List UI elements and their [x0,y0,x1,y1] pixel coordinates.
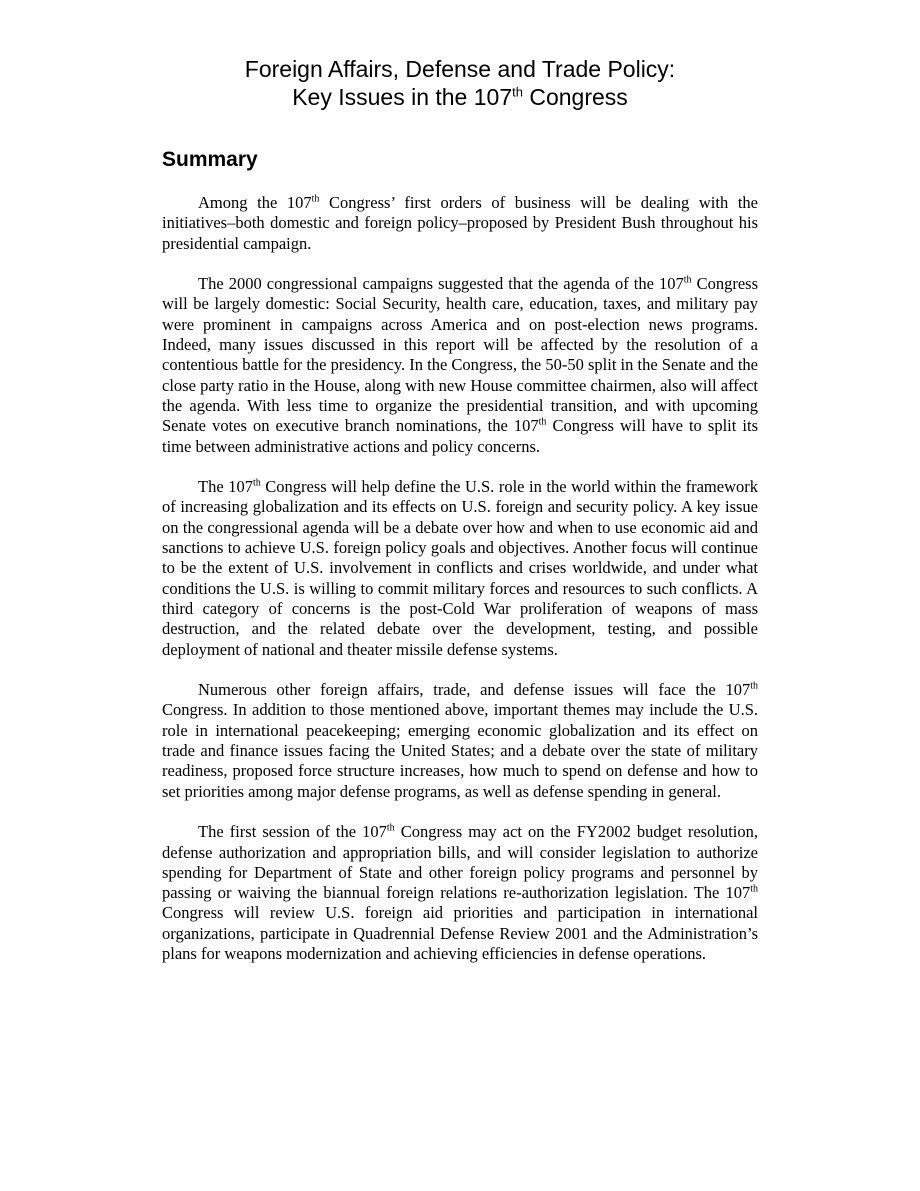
title-line-1: Foreign Affairs, Defense and Trade Policy: [244,56,676,82]
paragraph: Among the 107th Congress’ first orders of business will be dealing with the initiatives–both domestic and foreign policy–proposed by President Bush throughout his presidential campaign. [162,193,758,253]
title-line-2: Key Issues in the 107th Congress [292,84,628,110]
summary-heading: Summary [162,148,258,171]
paragraph: The first session of the 107th Congress may act on the FY2002 budget resolution, defense authorization and appropriation bills, and will consider legislation to authorize spending for Department of State and other foreign policy programs and personnel by passing or waiving the biannual foreign relations re-authorization legislation. The 107th Congress will review U.S. foreign aid priorities and participation in international organizations, participate in Quadrennial Defense Review 2001 and the Administration’s plans for weapons modernization and achieving efficiencies in defense operations. [162,822,758,963]
paragraph: The 2000 congressional campaigns suggested that the agenda of the 107th Congress will be largely domestic: Social Security, health care, education, taxes, and military pay were prominent in campaigns across America and on post-election news programs. Indeed, many issues discussed in this report will be affected by the resolution of a contentious battle for the presidency. In the Congress, the 50-50 split in the Senate and the close party ratio in the House, along with new House committee chairmen, also will affect the agenda. With less time to organize the presidential transition, and with upcoming Senate votes on executive branch nominations, the 107th Congress will have to split its time between administrative actions and policy concerns. [162,274,758,456]
paragraph: Numerous other foreign affairs, trade, and defense issues will face the 107th Congress. In addition to those mentioned above, important themes may include the U.S. role in international peacekeeping; emerging economic globalization and its effect on trade and finance issues facing the United States; and a debate over the state of military readiness, proposed force structure increases, how much to spend on defense and how to set priorities among major defense programs, as well as defense spending in general. [162,680,758,801]
document-title [0,55,920,111]
summary-body [162,193,758,985]
paragraph: The 107th Congress will help define the U.S. role in the world within the framework of increasing globalization and its effects on U.S. foreign and security policy. A key issue on the congressional agenda will be a debate over how and when to use economic aid and sanctions to achieve U.S. foreign policy goals and objectives. Another focus will continue to be the extent of U.S. involvement in conflicts and crises worldwide, and under what conditions the U.S. is willing to commit military forces and resources to such conflicts. A third category of concerns is the post-Cold War proliferation of weapons of mass destruction, and the related debate over the development, testing, and possible deployment of national and theater missile defense systems. [162,477,758,659]
